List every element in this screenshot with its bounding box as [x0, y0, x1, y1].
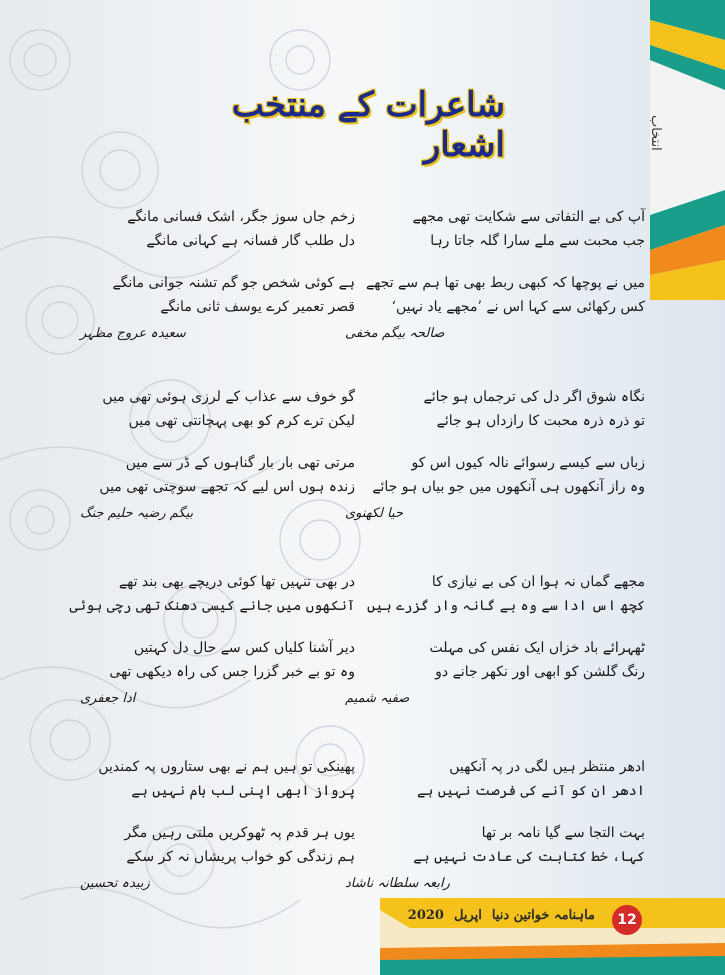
verse-line: تو ذرہ ذرہ محبت کا رازداں ہو جائے: [436, 413, 645, 429]
verse-line: ہے کوئی شخص جو گم تشنہ جوانی مانگے: [112, 275, 355, 291]
poem-block: [80, 205, 355, 380]
footer-year: 2020: [407, 908, 444, 923]
verse-line: دل طلب گار فسانہ ہے کہانی مانگے: [146, 233, 355, 249]
section-side-label: انتخاب: [648, 115, 663, 151]
footer-magazine-info: [395, 908, 595, 930]
page-number-badge: 12: [612, 905, 642, 935]
verse-line: دیر آشنا کلیاں کس سے حال دل کہتیں: [133, 640, 355, 656]
verse-line: مرتی تھی بار بار گناہوں کے ڈر سے میں: [125, 455, 355, 471]
verse-line: آنکھوں میں جانے کیسی دھنک تھی رچی ہوئی: [69, 598, 355, 614]
verse-line: زندہ ہوں اس لیے کہ تجھے سوچتی تھی میں: [99, 479, 355, 495]
verse-line: کچھ اس ادا سے وہ بے گانہ وار گزرے ہیں: [367, 598, 645, 614]
verse-line: ادھر منتظر ہیں لگی در پہ آنکھیں: [449, 759, 645, 775]
verse-line: مجھے گماں نہ ہوا ان کی بے نیازی کا: [431, 574, 645, 590]
verse-line: گو خوف سے عذاب کے لرزی ہوئی تھی میں: [102, 389, 355, 405]
verse-line: ٹھہرائے باد خزاں ایک نفس کی مہلت: [429, 640, 645, 656]
poems-right-column: [345, 205, 645, 905]
page-title: شاعرات کے منتخب اشعار: [231, 84, 505, 165]
poet-name: حیا لکھنوی: [345, 506, 403, 521]
poet-name: صالحہ بیگم مخفی: [345, 326, 445, 341]
verse-line: وہ راز آنکھوں ہی آنکھوں میں جو بیاں ہو جائے: [372, 479, 645, 495]
verse-line: کس رکھائی سے کہا اس نے ’مجھے یاد نہیں‘: [391, 299, 645, 315]
poem-block: [69, 570, 355, 755]
poems-left-column: [69, 205, 355, 905]
verse-line: جب محبت سے ملے سارا گلہ جاتا رہا: [430, 233, 645, 249]
verse-line: ادھر ان کو آنے کی فرصت نہیں ہے: [416, 783, 645, 799]
verse-line: قصر تعمیر کرے یوسف ثانی مانگے: [160, 299, 355, 315]
verse-line: زباں سے کیسے رسوائے نالہ کیوں اس کو: [411, 455, 645, 471]
poet-name: صفیہ شمیم: [345, 691, 410, 706]
verse-line: پھینکی تو ہیں ہم نے بھی ستاروں پہ کمندیں: [98, 759, 355, 775]
poem-block: [345, 385, 645, 570]
verse-line: یوں ہر قدم پہ ٹھوکریں ملتی رہیں مگر: [124, 825, 355, 841]
poem-block: [80, 755, 355, 905]
poem-block: [345, 205, 645, 380]
poem-block: [80, 385, 355, 570]
footer-magazine-name: ماہنامہ خواتین دنیا: [491, 908, 595, 923]
verse-line: در بھی تنہیں تھا کوئی دریچے بھی بند تھے: [118, 574, 355, 590]
verse-line: لیکن ترے کرم کو بھی پہچانتی تھی میں: [128, 413, 355, 429]
verse-line: کہا، خط کتابت کی عادت نہیں ہے: [413, 849, 645, 865]
verse-line: رنگ گلشن کو ابھی اور نکھر جانے دو: [435, 664, 645, 680]
poem-block: [345, 570, 645, 755]
verse-line: بہت التجا سے گیا نامہ بر تھا: [481, 825, 645, 841]
verse-line: آپ کی بے التفاتی سے شکایت تھی مجھے: [412, 209, 645, 225]
verse-line: ہم زندگی کو خواب پریشاں نہ کر سکے: [126, 849, 355, 865]
poem-block: [345, 755, 645, 905]
footer-month: اپریل: [453, 908, 482, 923]
verse-line: پرواز ابھی اپنی لب بام نہیں ہے: [131, 783, 355, 799]
verse-line: میں نے پوچھا کہ کبھی ربط بھی تھا ہم سے تجھے: [366, 275, 645, 291]
verse-line: زخم جاں سوز جگر، اشک فسانی مانگے: [127, 209, 355, 225]
poet-name: سعیدہ عروج مظہر: [80, 326, 186, 341]
verse-line: وہ تو بے خبر گزرا جس کی راہ دیکھی تھی: [109, 664, 355, 680]
poet-name: ادا جعفری: [80, 691, 136, 706]
poet-name: بیگم رضیہ حلیم جنگ: [80, 506, 194, 521]
poet-name: رابعہ سلطانہ ناشاد: [345, 876, 450, 891]
verse-line: نگاہ شوق اگر دل کی ترجماں ہو جائے: [423, 389, 645, 405]
poet-name: زبیدہ تحسین: [80, 876, 150, 891]
